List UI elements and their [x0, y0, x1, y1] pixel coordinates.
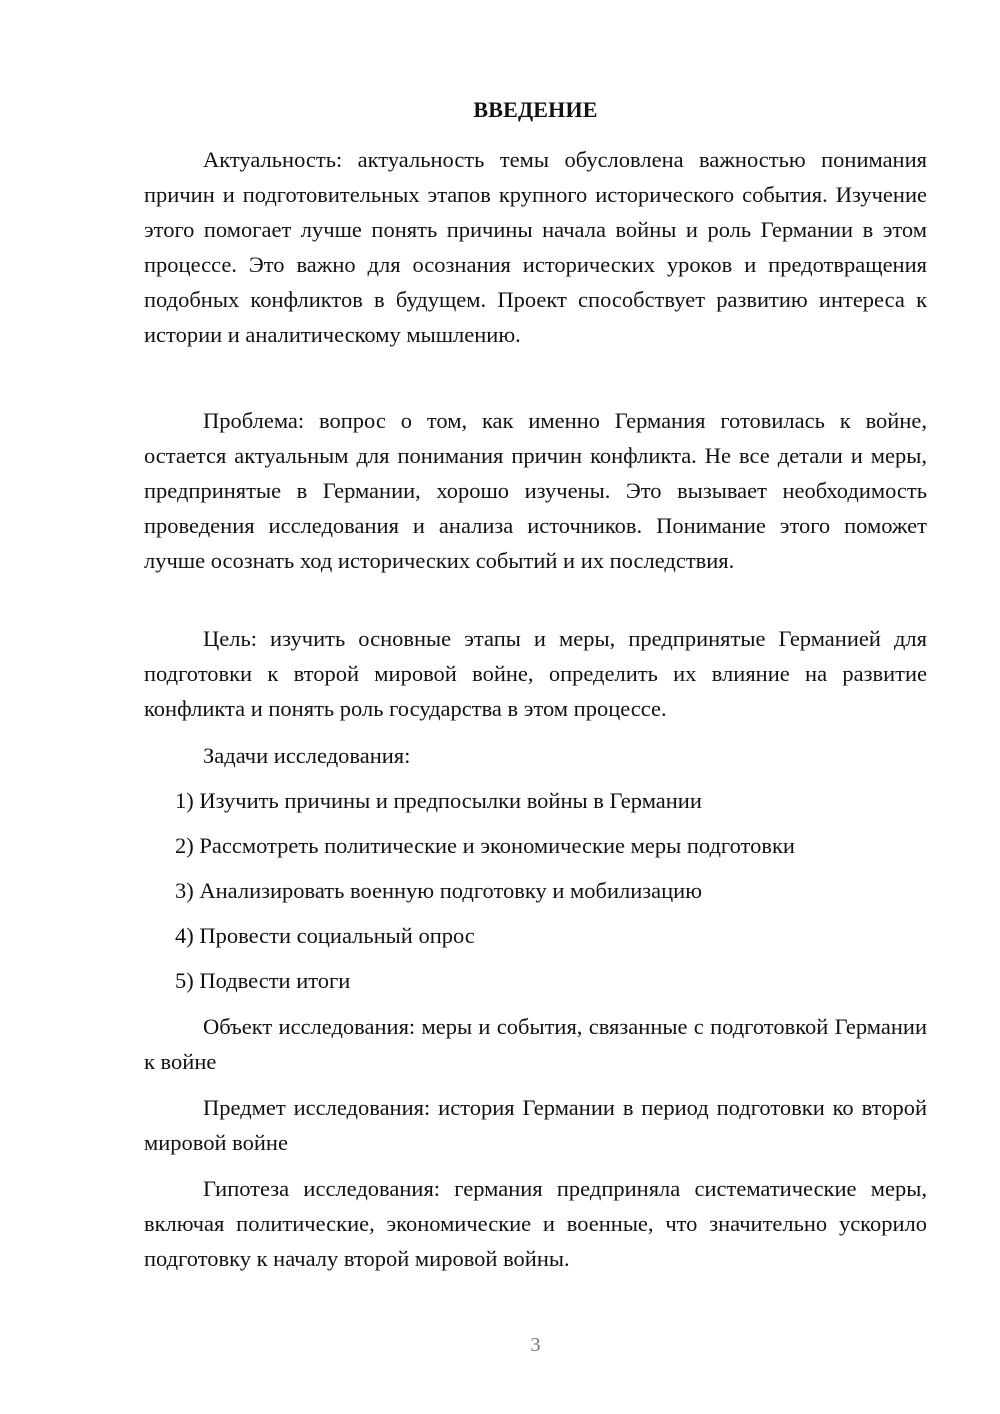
page-number: 3: [530, 1334, 541, 1356]
task-item-1: 1) Изучить причины и предпосылки войны в Германии: [175, 788, 702, 813]
subject-paragraph: Предмет исследования: история Германии в период подготовки ко второй мировой войне: [144, 1095, 927, 1155]
task-item-5: 5) Подвести итоги: [175, 968, 351, 993]
task-item-2: 2) Рассмотреть политические и экономические меры подготовки: [175, 833, 795, 858]
relevance-paragraph: Актуальность: актуальность темы обусловлена важностью понимания причин и подготовительных этапов крупного исторического события. Изучение этого помогает лучше понять причины начала войны и роль Германии в этом процессе. Это важно для осознания исторических уроков и предотвращения подобных конфликтов в будущем. Проект способствует развитию интереса к истории и аналитическому мышлению.: [144, 147, 927, 347]
section-heading: ВВЕДЕНИЕ: [473, 97, 598, 122]
goal-paragraph: Цель: изучить основные этапы и меры, предпринятые Германией для подготовки к второй мировой войне, определить их влияние на развитие конфликта и понять роль государства в этом процессе.: [144, 626, 927, 721]
tasks-title: Задачи исследования:: [203, 743, 411, 768]
object-paragraph: Объект исследования: меры и события, связанные с подготовкой Германии к войне: [144, 1014, 927, 1074]
task-item-4: 4) Провести социальный опрос: [175, 923, 475, 948]
task-item-3: 3) Анализировать военную подготовку и мобилизацию: [175, 878, 703, 903]
problem-paragraph: Проблема: вопрос о том, как именно Германия готовилась к войне, остается актуальным для понимания причин конфликта. Не все детали и меры, предпринятые в Германии, хорошо изучены. Это вызывает необходимость проведения исследования и анализа источников. Понимание этого поможет лучше осознать ход исторических событий и их последствия.: [144, 408, 927, 573]
hypothesis-paragraph: Гипотеза исследования: германия предприняла систематические меры, включая политические, экономические и военные, что значительно ускорило подготовку к началу второй мировой войны.: [144, 1176, 927, 1271]
